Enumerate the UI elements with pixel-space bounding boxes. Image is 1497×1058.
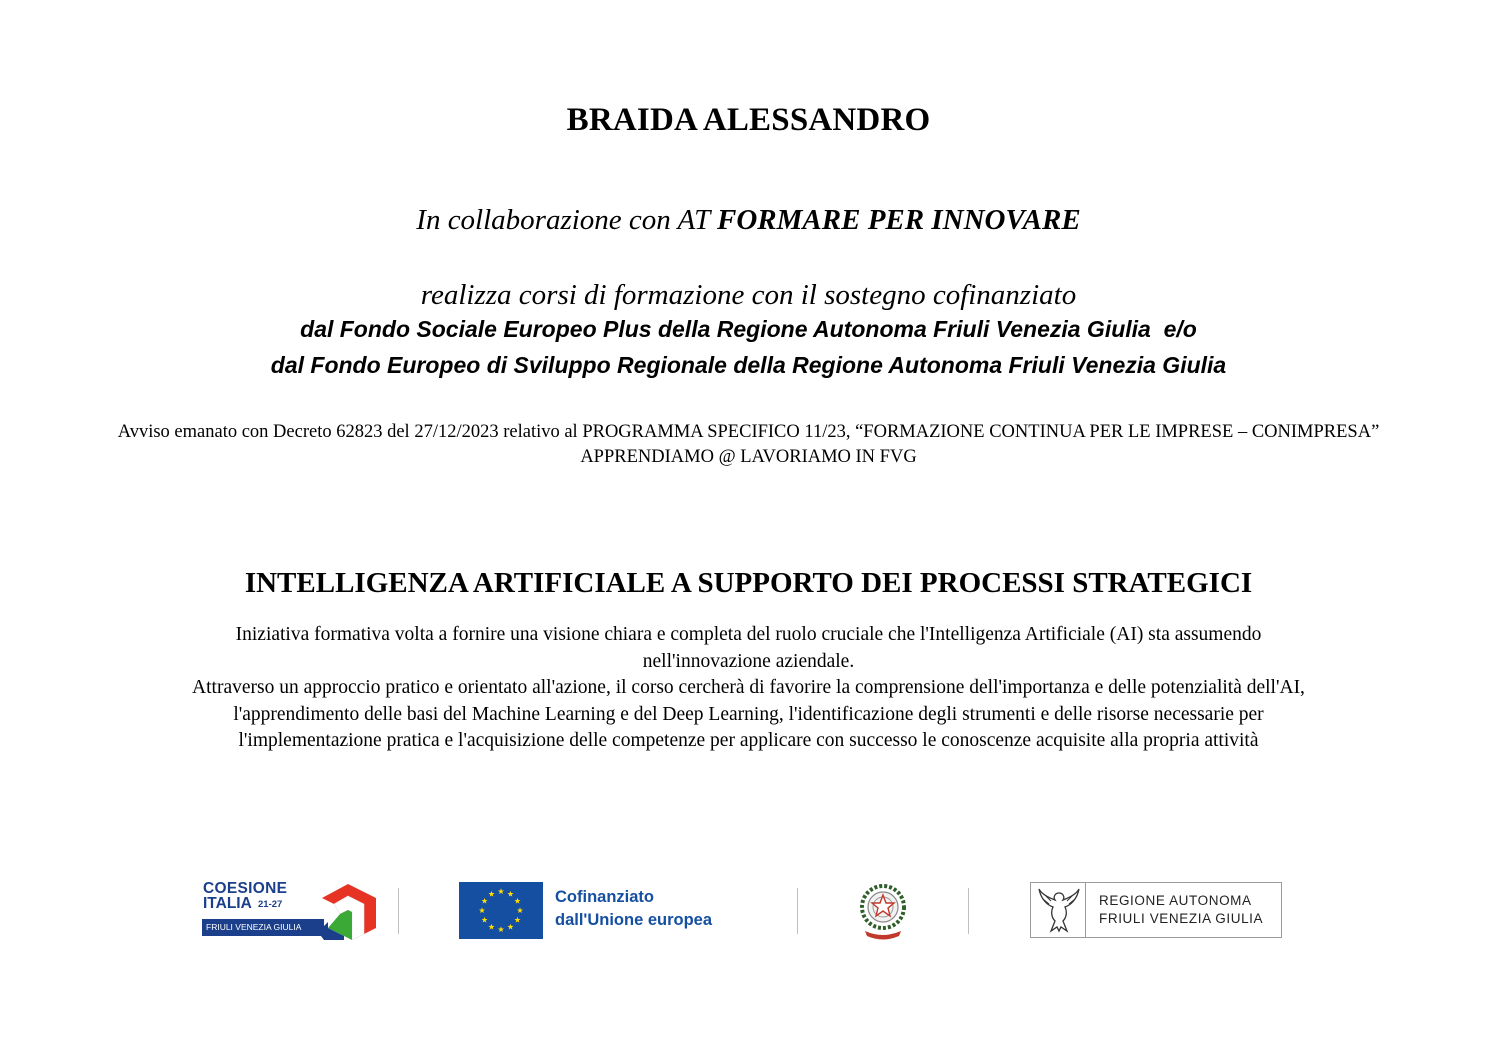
eu-star-icon	[507, 891, 513, 897]
eu-flag-icon	[459, 882, 543, 939]
collaboration-line	[0, 204, 1497, 237]
italian-republic-emblem-icon	[855, 881, 911, 941]
fund-line-fse: dal Fondo Sociale Europeo Plus della Regione Autonoma Friuli Venezia Giulia e/o	[300, 316, 1197, 342]
eu-star-icon	[482, 898, 488, 904]
eu-star-icon	[514, 917, 520, 923]
description-line: l'apprendimento delle basi del Machine Learning e del Deep Learning, l'identificazione degli strumenti e delle risorse necessarie per	[233, 703, 1264, 725]
eu-star-icon	[498, 888, 504, 894]
description-line: Iniziativa formativa volta a fornire una visione chiara e completa del ruolo cruciale che l'Intelligenza Artificiale (AI) sta assumendo	[235, 624, 1262, 645]
eu-star-icon	[514, 898, 520, 904]
coesione-italia-logo	[202, 880, 377, 940]
eu-line1: Cofinanziato	[555, 888, 654, 906]
notice-text: Avviso emanato con Decreto 62823 del 27/12/2023 relativo al PROGRAMMA SPECIFICO 11/23, “FORMAZIONE CONTINUA PER LE IMPRESE – CONIMPRESA” APPRENDIAMO @ LAVORIAMO IN FVG	[117, 422, 1380, 467]
years-label: 21-27	[258, 899, 283, 910]
coesione-label: COESIONE	[203, 880, 288, 897]
partner-name: FORMARE PER INNOVARE	[717, 204, 1081, 236]
regione-fvg-logo	[1030, 882, 1282, 938]
description-line: nell'innovazione aziendale.	[642, 650, 855, 672]
logo-separator	[1085, 883, 1086, 937]
logo-divider	[398, 888, 399, 934]
fvg-line1: REGIONE AUTONOMA	[1099, 893, 1252, 908]
eu-star-icon	[507, 924, 513, 930]
fvg-line2: FRIULI VENEZIA GIULIA	[1099, 911, 1264, 926]
company-name: BRAIDA ALESSANDRO	[566, 102, 931, 138]
eu-line2: dall'Unione europea	[555, 911, 713, 929]
fund-line-fesr: dal Fondo Europeo di Sviluppo Regionale della Regione Autonoma Friuli Venezia Giulia	[270, 352, 1227, 378]
region-bar	[202, 919, 324, 936]
eu-star-icon	[488, 924, 494, 930]
eu-star-icon	[488, 891, 494, 897]
eu-star-icon	[479, 907, 485, 913]
funding-intro: realizza corsi di formazione con il sostegno cofinanziato	[420, 279, 1077, 311]
eu-star-icon	[498, 926, 504, 932]
description-line: Attraverso un approccio pratico e orientato all'azione, il corso cercherà di favorire la comprensione dell'importanza e delle potenzialità dell'AI,	[192, 677, 1305, 698]
logo-divider	[968, 888, 969, 934]
course-title: INTELLIGENZA ARTIFICIALE A SUPPORTO DEI PROCESSI STRATEGICI	[244, 567, 1253, 599]
eu-cofunded-logo	[459, 882, 744, 940]
eu-star-icon	[482, 917, 488, 923]
region-bar-label: FRIULI VENEZIA GIULIA	[206, 922, 302, 932]
eagle-icon	[1037, 887, 1081, 933]
logo-divider	[797, 888, 798, 934]
collaboration-prefix: In collaborazione con AT	[416, 204, 718, 236]
course-description	[0, 622, 1497, 755]
eu-star-icon	[517, 907, 523, 913]
italia-label: ITALIA	[203, 895, 252, 912]
coesione-arrow-icon	[314, 882, 378, 940]
description-line: l'implementazione pratica e l'acquisizione delle competenze per applicare con successo le conoscenze acquisite alla propria attività	[238, 730, 1259, 751]
